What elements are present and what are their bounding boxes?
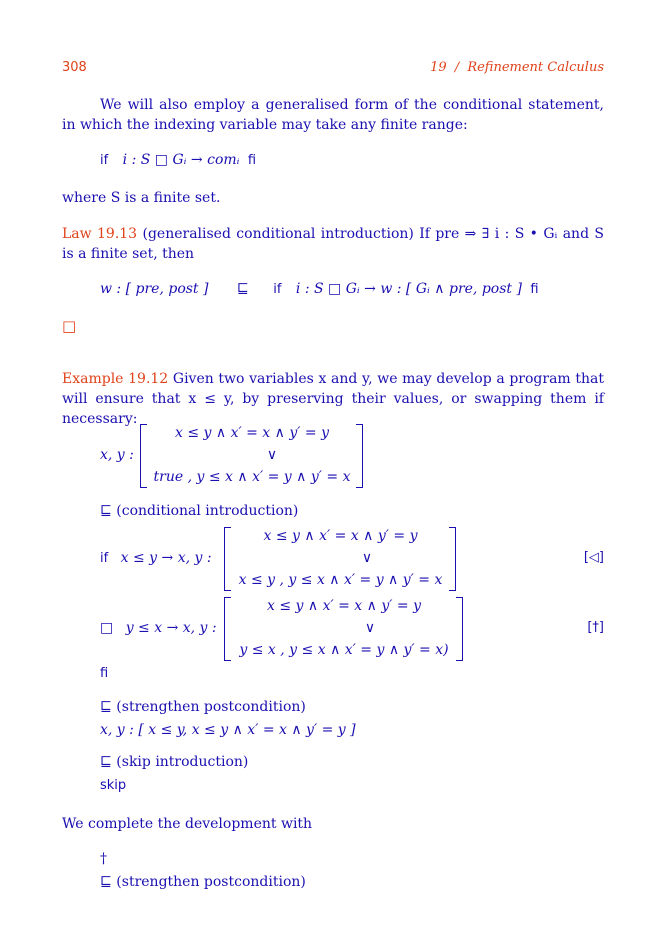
spec-frame: x, y :: [100, 447, 134, 463]
refinement-step-2-result: x, y : [ x ≤ y, x ≤ y ∧ x′ = x ∧ y′ = y ]: [100, 722, 356, 738]
keyword-fi: fi: [100, 666, 109, 681]
refinement-step-3: ⊑ (skip introduction): [100, 754, 249, 770]
keyword-fi: fi: [530, 282, 539, 297]
generalised-conditional: [100, 152, 256, 168]
guard-separator-symbol: □: [100, 620, 114, 636]
header-separator: /: [454, 60, 460, 75]
refines-symbol: ⊑: [236, 281, 249, 297]
branch-2-bottom-line: y ≤ x , y ≤ x ∧ x′ = y ∧ y′ = x): [239, 642, 449, 658]
branch-2-guard: [100, 620, 217, 636]
spec-or: ∨: [266, 447, 278, 463]
law-text: (generalised conditional introduction) If pre ⇒ ∃ i : S • Gᵢ and S is a finite set, then: [62, 226, 604, 262]
keyword-if: if: [100, 153, 109, 168]
refinement-step-2: ⊑ (strengthen postcondition): [100, 699, 306, 715]
paragraph-finite-set: where S is a finite set.: [62, 190, 221, 206]
keyword-if: if: [273, 282, 282, 297]
branch-2-guard-text: y ≤ x → x, y :: [125, 620, 217, 636]
paragraph-complete: We complete the development with: [62, 816, 313, 832]
law-statement: [62, 224, 604, 264]
example-label: Example 19.12: [62, 371, 169, 387]
running-header: [430, 60, 604, 75]
branch-1-tag: [◁]: [583, 550, 604, 565]
dagger-label: †: [100, 851, 107, 867]
law-rhs: i : S □ Gᵢ → w : [ Gᵢ ∧ pre, post ]: [295, 281, 522, 297]
refinement-step-4: ⊑ (strengthen postcondition): [100, 874, 306, 890]
chapter-title: Refinement Calculus: [467, 60, 604, 75]
branch-1-guard: [100, 550, 212, 566]
conditional-body: i : S □ Gᵢ → comᵢ: [122, 152, 240, 168]
refinement-step-3-result: skip: [100, 778, 127, 793]
branch-1-bottom-line: x ≤ y , y ≤ x ∧ x′ = y ∧ y′ = x: [238, 572, 443, 588]
branch-1-left-bracket: [224, 527, 231, 591]
law-formula: [100, 281, 539, 297]
spec-left-bracket: [140, 424, 147, 488]
branch-2-tag: [†]: [587, 620, 604, 635]
branch-1-top-line: x ≤ y ∧ x′ = x ∧ y′ = y: [263, 528, 418, 544]
law-label: Law 19.13: [62, 226, 138, 242]
example-text: Given two variables x and y, we may develop a program that will ensure that x ≤ y, by preserving their values, or swapping them if necessary:: [62, 371, 604, 427]
chapter-number: 19: [430, 60, 447, 75]
branch-2-top-line: x ≤ y ∧ x′ = x ∧ y′ = y: [267, 598, 421, 614]
keyword-fi: fi: [247, 153, 257, 168]
law-lhs: w : [ pre, post ]: [100, 281, 209, 297]
branch-1-or: ∨: [361, 550, 373, 566]
paragraph-intro: We will also employ a generalised form of the conditional statement, in which the indexing variable may take any finite range:: [62, 97, 604, 133]
branch-2-or: ∨: [364, 620, 376, 636]
spec-bottom-line: true , y ≤ x ∧ x′ = y ∧ y′ = x: [153, 469, 351, 485]
branch-1-guard-text: x ≤ y → x, y :: [120, 550, 212, 566]
example-statement: [62, 369, 604, 429]
refinement-step-1: ⊑ (conditional introduction): [100, 503, 299, 519]
branch-2-left-bracket: [224, 597, 231, 661]
qed-symbol: □: [62, 317, 77, 335]
spec-top-line: x ≤ y ∧ x′ = x ∧ y′ = y: [175, 425, 329, 441]
keyword-if: if: [100, 551, 109, 566]
page-number: 308: [62, 60, 87, 75]
